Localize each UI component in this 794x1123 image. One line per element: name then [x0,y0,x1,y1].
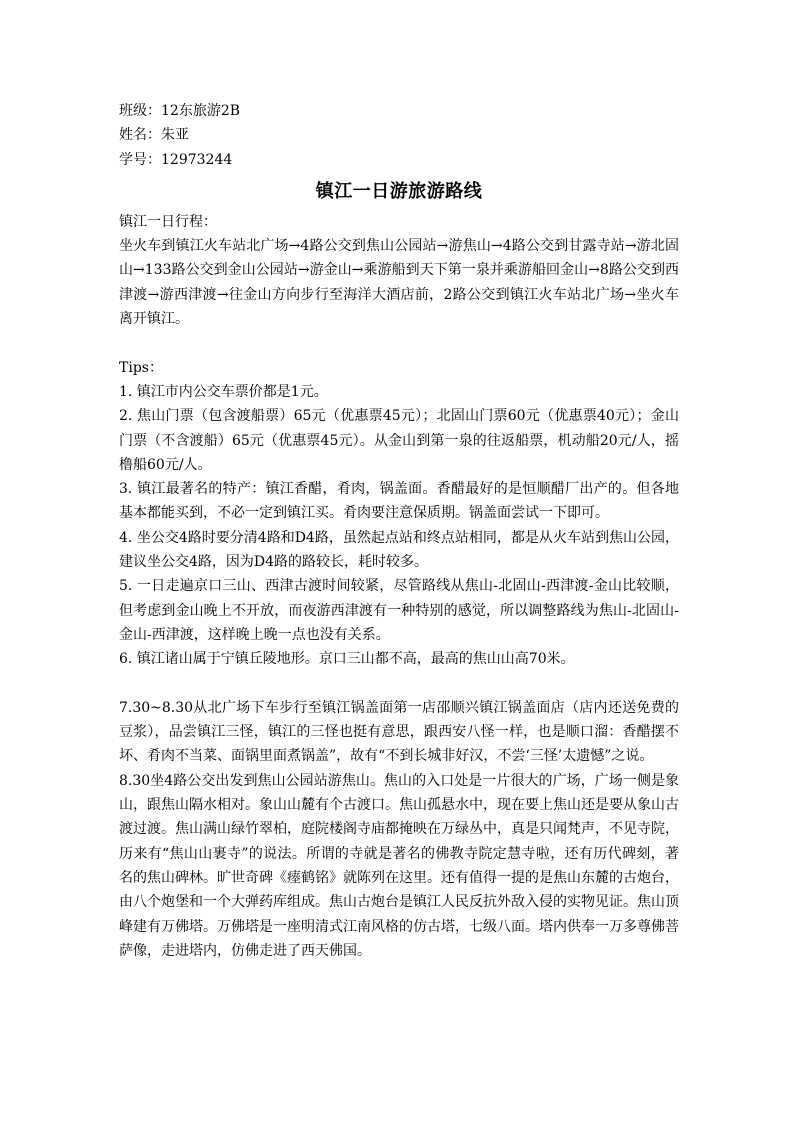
spacer [119,331,679,355]
tip-item-6: 6. 镇江诸山属于宁镇丘陵地形。京口三山都不高，最高的焦山山高70米。 [119,651,575,668]
tip-item-4: 4. 坐公交4路时要分清4路和D4路，虽然起点站和终点站相同，都是从火车站到焦山公园，建议坐公交4路，因为D4路的路较长，耗时较多。 [119,529,679,571]
tip-item-2: 2. 焦山门票（包含渡船票）65元（优惠票45元）；北固山门票60元（优惠票40元）；金山门票（不含渡船）65元（优惠票45元）。从金山到第一泉的往返船票，机动船20元/人，摇橹船60元/人。 [119,408,679,473]
tip-item-1: 1. 镇江市内公交车票价都是1元。 [119,383,328,400]
itinerary-text: 坐火车到镇江火车站北广场→4路公交到焦山公园站→游焦山→4路公交到甘露寺站→游北固山→133路公交到金山公园站→游金山→乘游船到天下第一泉并乘游船回金山→8路公交到西津渡→游西津渡→往金山方向步行至海洋大酒店前，2路公交到镇江火车站北广场→坐火车离开镇江。 [119,238,679,328]
tip-item-3: 3. 镇江最著名的特产：镇江香醋，肴肉，锅盖面。香醋最好的是恒顺醋厂出产的。但各地基本都能买到，不必一定到镇江买。肴肉要注意保质期。锅盖面尝试一下即可。 [119,481,679,522]
student-id-line: 学号：12973244 [119,151,233,168]
itinerary-heading: 镇江一日行程： [119,213,217,230]
document-content [119,99,679,963]
tip-item-5: 5. 一日走遍京口三山、西津古渡时间较紧，尽管路线从焦山-北固山-西津渡-金山比较顺，但考虑到金山晚上不开放，而夜游西津渡有一种特别的感觉，所以调整路线为焦山-北固山-金山-西津渡，这样晚上晚一点也没有关系。 [119,578,679,643]
schedule-paragraph-1: 7.30~8.30从北广场下车步行至镇江锅盖面第一店邵顺兴镇江锅盖面店（店内还送免费的豆浆），品尝镇江三怪，镇江的三怪也挺有意思，跟西安八怪一样，也是顺口溜：香醋摆不坏、肴肉不当菜、面锅里面煮锅盖”，故有“不到长城非好汉，不尝‘三怪’太遗憾”之说。 [119,699,679,765]
schedule-paragraph-2: 8.30坐4路公交出发到焦山公园站游焦山。焦山的入口处是一片很大的广场，广场一侧是象山，跟焦山隔水相对。象山山麓有个古渡口。焦山孤悬水中，现在要上焦山还是要从象山古渡过渡。焦山满山绿竹翠柏，庭院楼阁寺庙都掩映在万绿丛中，真是只闻梵声，不见寺院，历来有“焦山山裹寺”的说法。所谓的寺就是著名的佛教寺院定慧寺啦，还有历代碑刻，著名的焦山碑林。旷世奇碑《瘗鹤铭》就陈列在这里。还有值得一提的是焦山东麓的古炮台，由八个炮堡和一个大弹药库组成。焦山古炮台是镇江人民反抗外敌入侵的实物见证。焦山顶峰建有万佛塔。万佛塔是一座明清式江南风格的仿古塔，七级八面。塔内供奉一万多尊佛菩萨像，走进塔内，仿佛走进了西天佛国。 [119,772,679,959]
name-line: 姓名：朱亚 [119,127,189,144]
class-line: 班级：12东旅游2B [119,103,241,119]
document-title: 镇江一日游旅游路线 [315,180,483,202]
spacer [119,672,679,696]
tips-heading: Tips： [119,359,163,376]
student-info [119,99,679,172]
